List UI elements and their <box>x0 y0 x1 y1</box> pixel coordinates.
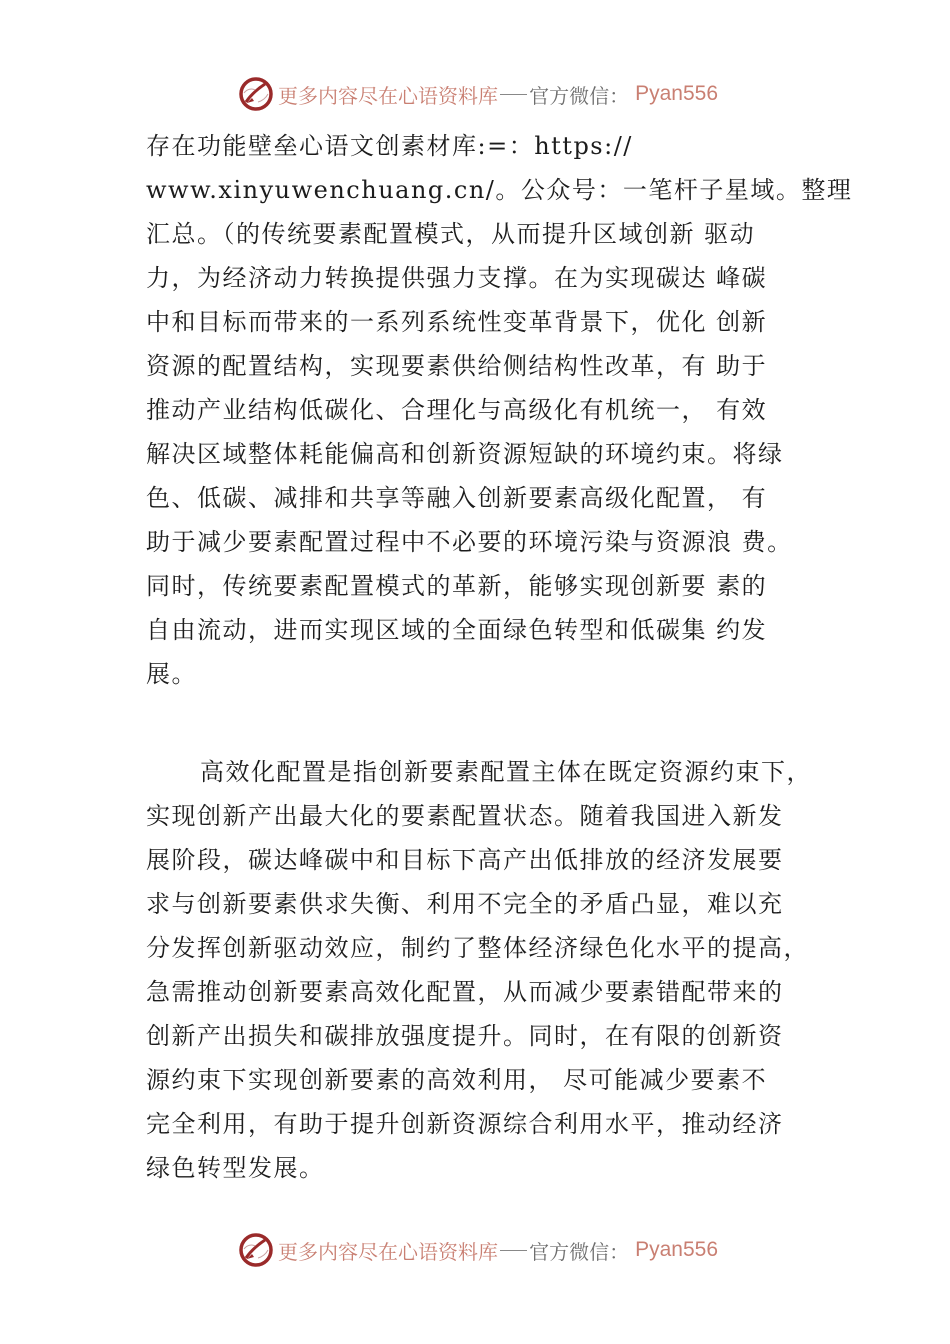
text-line-url: www.xinyuwenchuang.cn/。公众号：一笔杆子星域。整理 <box>146 176 853 204</box>
text-line: 推动产业结构低碳化、合理化与高级化有机统一， 有效 <box>146 396 768 424</box>
text-line: 求与创新要素供求失衡、利用不完全的矛盾凸显，难以充 <box>146 890 784 918</box>
wechat-id: Pyan556 <box>635 1238 718 1261</box>
paragraph-spacer <box>146 696 836 750</box>
text-line: 中和目标而带来的一系列系统性变革背景下，优化 创新 <box>146 308 768 336</box>
quill-pen-logo-icon <box>238 76 274 112</box>
header-banner <box>238 74 718 114</box>
text-line: 创新产出损失和碳排放强度提升。同时，在有限的创新资 <box>146 1022 784 1050</box>
text-line: 力，为经济动力转换提供强力支撑。在为实现碳达 峰碳 <box>146 264 768 292</box>
text-line: 展阶段，碳达峰碳中和目标下高产出低排放的经济发展要 <box>146 846 784 874</box>
brand-text: 更多内容尽在心语资料库 <box>278 1239 498 1264</box>
text-line: 完全利用，有助于提升创新资源综合利用水平，推动经济 <box>146 1110 784 1138</box>
brand-text: 更多内容尽在心语资料库 <box>278 83 498 108</box>
text-line: 急需推动创新要素高效化配置，从而减少要素错配带来的 <box>146 978 784 1006</box>
text-line: 同时，传统要素配置模式的革新，能够实现创新要 素的 <box>146 572 768 600</box>
text-line: 展。 <box>146 660 197 688</box>
text-line: 解决区域整体耗能偏高和创新资源短缺的环境约束。将绿 <box>146 440 784 468</box>
paragraph-1 <box>146 124 853 696</box>
text-line: 自由流动，进而实现区域的全面绿色转型和低碳集 约发 <box>146 616 768 644</box>
text-line: 实现创新产出最大化的要素配置状态。随着我国进入新发 <box>146 802 784 830</box>
wechat-label: 官方微信： <box>529 83 630 108</box>
document-body <box>146 124 853 1190</box>
text-line: 助于减少要素配置过程中不必要的环境污染与资源浪 费。 <box>146 528 793 556</box>
footer-banner <box>238 1230 718 1270</box>
separator-dash <box>500 1250 527 1251</box>
separator-dash <box>500 94 527 95</box>
text-line: 绿色转型发展。 <box>146 1154 325 1182</box>
text-line: 资源的配置结构，实现要素供给侧结构性改革，有 助于 <box>146 352 768 380</box>
text-line: 分发挥创新驱动效应，制约了整体经济绿色化水平的提高， <box>146 934 809 962</box>
text-line-indented: 高效化配置是指创新要素配置主体在既定资源约束下， <box>200 758 812 786</box>
text-line: 源约束下实现创新要素的高效利用， 尽可能减少要素不 <box>146 1066 768 1094</box>
text-line: 存在功能壁垒心语文创素材库:=：https:// <box>146 132 633 160</box>
text-line: 色、低碳、减排和共享等融入创新要素高级化配置， 有 <box>146 484 768 512</box>
text-line: 汇总。（的传统要素配置模式，从而提升区域创新 驱动 <box>146 220 756 248</box>
paragraph-2 <box>146 750 836 1190</box>
quill-pen-logo-icon <box>238 1232 274 1268</box>
wechat-id: Pyan556 <box>635 82 718 105</box>
wechat-label: 官方微信： <box>529 1239 630 1264</box>
